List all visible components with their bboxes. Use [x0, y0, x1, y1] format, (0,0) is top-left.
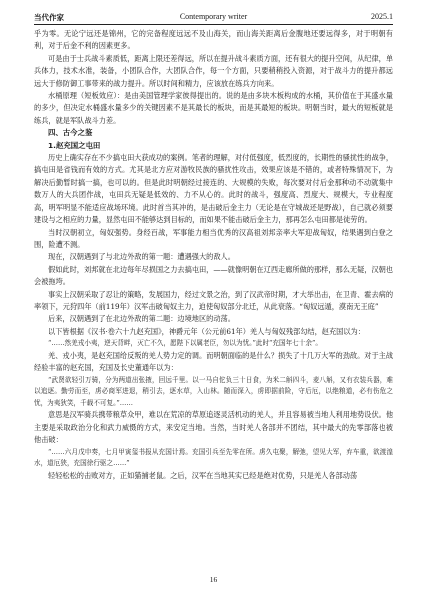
paragraph: 轻轻松松的击败对方，正如猫捕老鼠。之后，汉军在当地其实已经是绝对优势，只是羌人各部动荡	[48, 470, 358, 480]
paragraph: 水桶原理（短板效应）：是由美国管理学家彼得提出的。说的是由多块木板构成的水桶，其价值在于其盛水量的多少，但决定水桶盛水量多少的关键因素不是其最长的板块，而是其最短的板块。明朝当时，最大的短板就是练兵，就是军队战斗力差。	[34, 91, 393, 125]
paragraph: 现在，汉朝遇到了与北边外敌的第一题：遭遇强大的敌人。	[48, 252, 235, 262]
paragraph: 历史上确实存在不少搞屯田大获成功的案例。笔者的理解，对付低强度，低烈度的，长期性的骚扰性的战争，搞屯田是省钱而有效的方式。尤其是北方应对游牧民族的骚扰性攻击，效果应该是不错的，或者特殊情况下，为解决后勤暂时搞一搞，也可以的。但是此时明朝经过接连的、大规模的失败，每次要对付后金那种动不动就集中数万人的大兵团作战，屯田兵无疑是低效的、力不从心的。此时的战斗，强度高、烈度大、规模大，专业程度高，明军明显不能适应战场环境。此时首当其冲的，是击破后金主力（无论是在守城战还是野战），自己就必须要建设与之相应的力量，显然屯田不能够达到目标的，而如果不能击破后金主力，那再怎么屯田都是徒劳的。	[34, 153, 394, 225]
paragraph: 当时汉朝初立，匈奴强势。身经百战，军事能力相当优秀的汉高祖刘邦亲率大军迎战匈奴，结果遇到白登之围，险遭不测。	[34, 227, 393, 249]
journal-english-title: Contemporary writer	[179, 12, 248, 21]
paragraph: 后来，汉朝遇到了在北边外敌的第二题：边境地区的动荡。	[48, 314, 235, 324]
header-rule	[34, 24, 393, 25]
block-quote: “武贤欲轻引万骑，分为两道出张掖，回远千里。以一马自佗负三十日食，为米二斛四斗，麦八斛，又有衣装兵器，难以追逐。勤劳而至，虏必商军进退，稍引去，逐水草，入山林。随而深入，虏即据前险，守后厄，以绝粮道，必有伤危之忧，为夷狄笑，千载不可复。”……	[34, 375, 393, 407]
block-quote: “……六月戊申奏，七月甲寅玺书报从充国计焉。充国引兵至先零在所。虏久屯聚，解弛，望见大军，弃车重，欲渡湟水，道厄狭，充国徐行驱之……”	[34, 447, 393, 468]
page-number: 16	[209, 575, 218, 584]
paragraph: 可是由于士兵战斗素质低，距离上限还差得远，所以在提升战斗素质方面，还有很大的提升空间，从纪律，单兵体力，技术水准，装备，小团队合作，大团队合作，每一个方面，只要稍稍投入资源，对于战斗力的提升都远远大于修防御工事带来的战力提升。所以时间和精力，应该放在练兵方向来。	[34, 53, 394, 88]
running-header	[34, 10, 393, 24]
block-quote: “……然羌戎小夷，逆天背畔，灭亡不久，愿陛下以属老臣，勿以为忧。”此时“充国年七十余”。	[48, 339, 322, 348]
section-heading: 四、古今之鉴	[48, 128, 93, 138]
paragraph: 意思是汉军骑兵携带粮草众甲，难以在荒凉的草原追逐灵活机动的羌人，并且容易被当地人利用地势设伏。他主要是采取政治分化和武力威慑的方式，来安定当地。当然，当时羌人各部并不团结，其中最大的先零部落也被他击破：	[34, 410, 394, 445]
paragraph: 羌、戎小夷，是赵充国给反叛的羌人势力定的调。而明朝面临的是什么？损失了十几万大军的劲敌。对于主战经验丰富的赵充国，充国及长史董通年以为：	[34, 350, 394, 373]
article-body	[34, 28, 393, 482]
paragraph: 事实上汉朝采取了忍让的策略，发展国力，经过文景之治，到了汉武帝时期，才大举出击，在卫青、霍去病的率领下，元狩四年（前119年）汉军击破匈奴主力，迫使匈奴部分北迁，从此衰落。“匈奴远遁，漠南无王庭”	[34, 289, 394, 311]
paragraph: 以下皆根据《汉书·卷六十九赵充国》，神爵元年（公元前61年）羌人与匈奴残部勾结，赵充国以为：	[48, 326, 365, 336]
journal-name: 当代作家	[34, 13, 64, 22]
issue-number: 2025.1	[371, 12, 393, 21]
subsection-heading: 1.赵充国之屯田	[48, 140, 101, 150]
paragraph: 假如此时，刘邦就在北边每年尽损国之力去搞屯田，——就像明朝在辽西走廊所做的那样，那么无疑，汉朝也会被拖垮。	[34, 264, 394, 287]
paragraph: 乎为零。无论宁远还是锦州，它的完备程度远远不及山海关，而山海关距离后金腹地还要远得多，对于明朝有利，对于后金不利的因素更多。	[34, 29, 393, 51]
